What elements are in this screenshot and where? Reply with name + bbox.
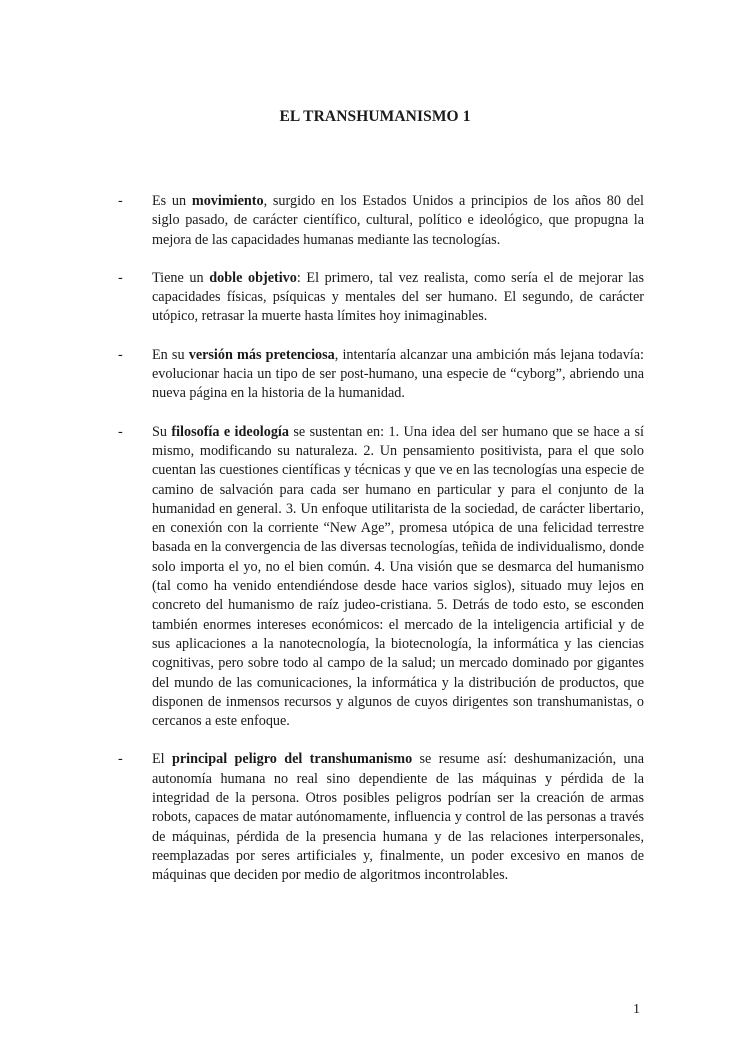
item-keyword: doble objetivo	[209, 269, 297, 286]
item-text-lead: En su	[152, 346, 189, 363]
item-text-body: : El primero, tal vez realista, como sería el de mejorar las capacidades físicas, psíquicas y mentales del ser humano. El segundo, de carácter utópico, retrasar la muerte hasta límites hoy inimaginables.	[152, 269, 644, 325]
bullet-dash: -	[118, 269, 123, 286]
bullet-item-principal-peligro	[118, 750, 644, 885]
item-text-body: , intentaría alcanzar una ambición más lejana todavía: evolucionar hacia un tipo de ser post-humano, una especie de “cyborg”, abriendo una nueva página en la historia de la humanidad.	[152, 346, 644, 402]
item-keyword: filosofía e ideología	[171, 423, 289, 440]
document-title: EL TRANSHUMANISMO 1	[279, 108, 471, 125]
item-keyword: principal peligro del transhumanismo	[171, 751, 413, 768]
item-text-body: se resume así: deshumanización, una autonomía humana no real sino dependiente de las máquinas y pérdida de la integridad de la persona. Otros posibles peligros podrían ser la creación de armas robots, capaces de matar autónomamente, influencia y control de las personas a través de máquinas, pérdida de la presencia humana y de las relaciones interpersonales, reemplazadas por seres artificiales y, finalmente, un poder excesivo en manos de máquinas que deciden por medio de algoritmos incontrolables.	[152, 751, 644, 884]
bullet-dash: -	[118, 751, 123, 768]
page-number: 1	[633, 1002, 640, 1017]
bullet-item-filosofia-ideologia	[118, 423, 644, 732]
item-text-lead: El	[152, 751, 172, 768]
bullet-dash: -	[118, 346, 123, 363]
bullet-list	[118, 192, 644, 905]
item-text-body: , surgido en los Estados Unidos a principios de los años 80 del siglo pasado, de carácter científico, cultural, político e ideológico, que propugna la mejora de las capacidades humanas mediante las tecnologías.	[152, 193, 644, 248]
item-keyword: versión más pretenciosa	[188, 346, 335, 363]
item-text-lead: Su	[152, 423, 172, 440]
item-text-body: se sustentan en: 1. Una idea del ser humano que se hace a sí mismo, modificando su naturaleza. 2. Un pensamiento positivista, para el que solo cuentan las cuestiones científicas y técnicas y que ve en las tecnologías una especie de camino de salvación para cada ser humano en particular y para el conjunto de la humanidad en general. 3. Un enfoque utilitarista de la sociedad, de carácter libertario, en conexión con la corriente “New Age”, promesa utópica de una felicidad terrestre basada en la convergencia de las diversas tecnologías, teñida de individualismo, donde solo importa el yo, no el bien común. 4. Una visión que se desmarca del humanismo (tal como ha venido entendiéndose desde hace varios siglos), situado muy lejos en concreto del humanismo de raíz judeo-cristiana. 5. Detrás de todo esto, se esconden también enormes intereses económicos: el mercado de la inteligencia artificial y de sus aplicaciones a la nanotecnología, la biotecnología, la informática y las ciencias cognitivas, pero sobre todo al campo de la salud; un mercado dominado por gigantes del mundo de las comunicaciones, la informática y la distribución de productos, que disponen de inmensos recursos y algunos de cuyos dirigentes son transhumanistas, o cercanos a este enfoque.	[152, 423, 645, 730]
bullet-dash: -	[118, 193, 123, 209]
bullet-item-movimiento	[118, 192, 644, 250]
bullet-item-version-pretenciosa	[118, 346, 644, 404]
bullet-item-doble-objetivo	[118, 269, 644, 327]
item-keyword: movimiento	[191, 193, 264, 209]
bullet-dash: -	[118, 423, 123, 440]
item-text-lead: Es un	[152, 193, 192, 209]
item-text-lead: Tiene un	[152, 269, 210, 286]
